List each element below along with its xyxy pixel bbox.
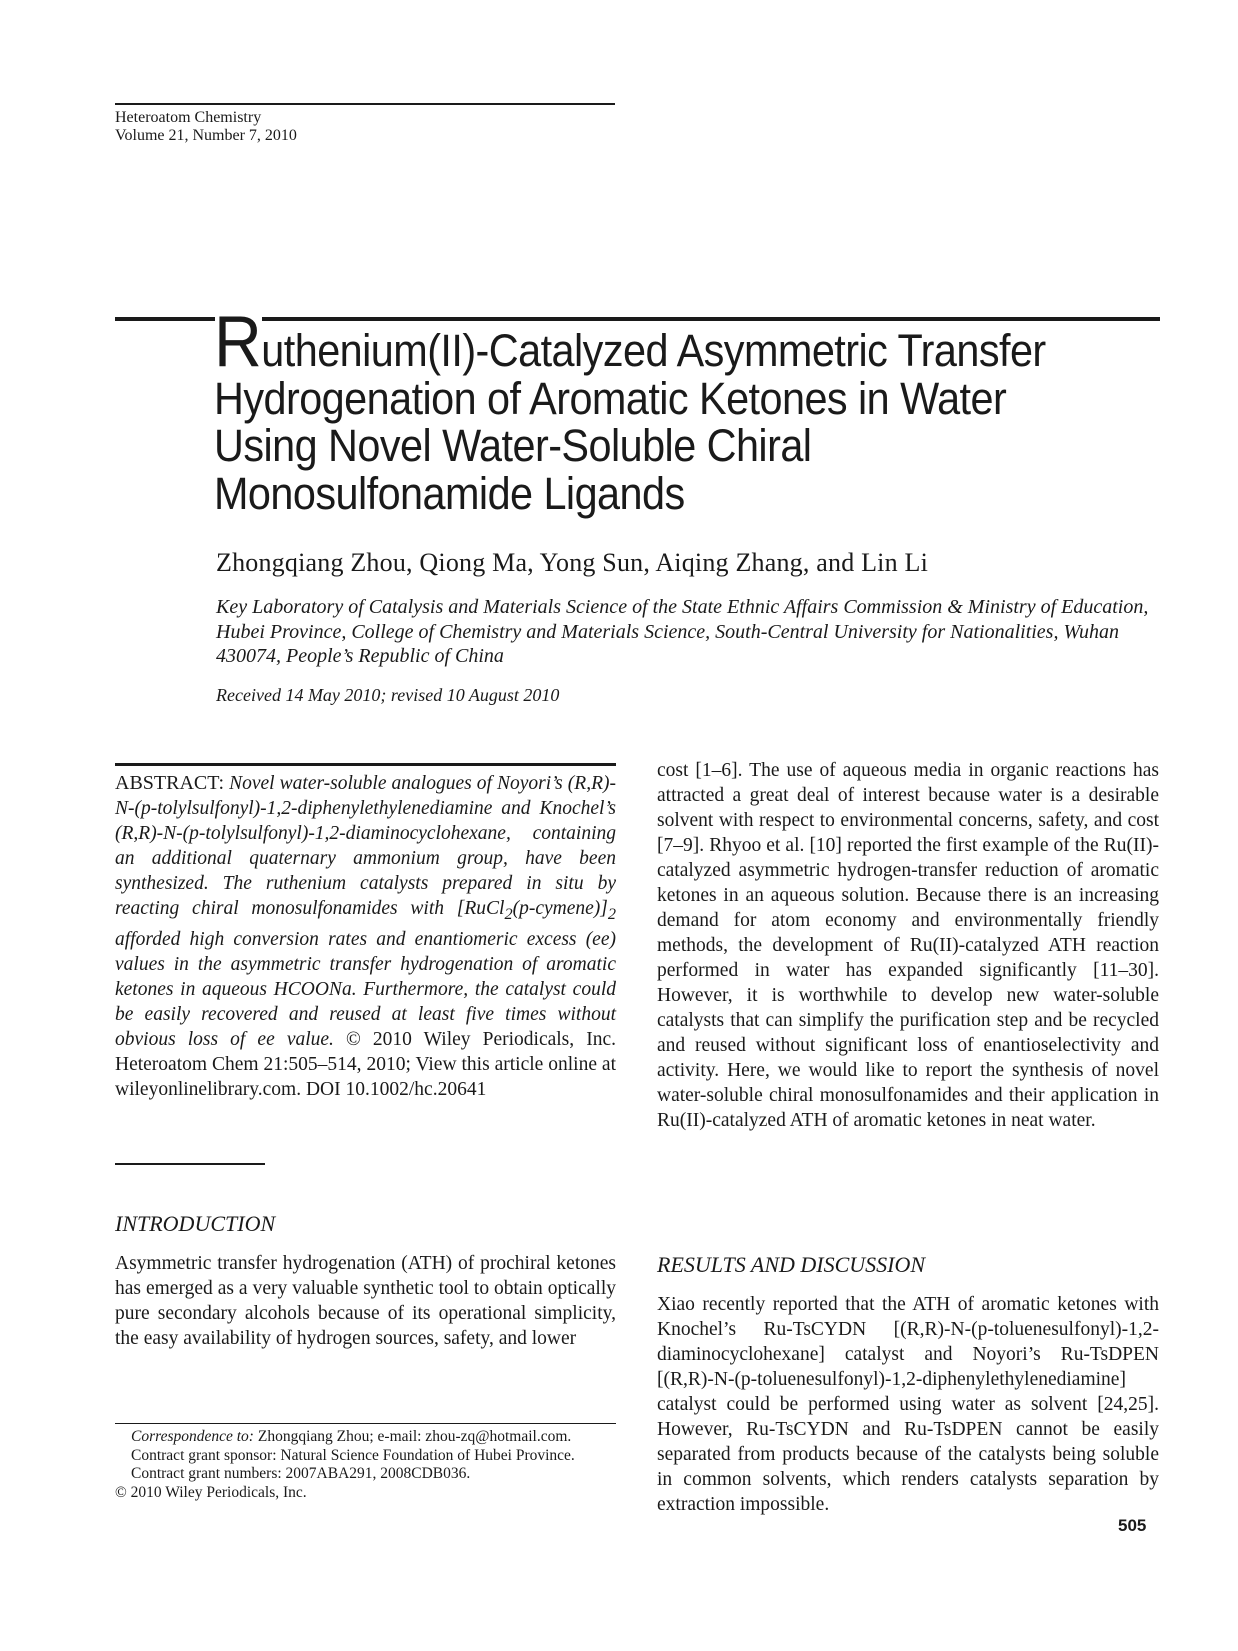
correspondence-text: Zhongqiang Zhou; e-mail: zhou-zq@hotmail.com. [253,1428,572,1445]
title-rule-left [115,317,215,321]
introduction-continued-paragraph: cost [1–6]. The use of aqueous media in organic reactions has attracted a great deal of interest because water is a desirable solvent with respect to environmental concerns, safety, and cost [7–9]. Rhyoo et al. [10] reported the first example of the Ru(II)-catalyzed asymmetric hydrogen-transfer reduction of aromatic ketones in an aqueous solution. Because there is an increasing demand for atom economy and environmentally friendly methods, the development of Ru(II)-catalyzed ATH reaction performed in water has expanded significantly [11–30]. However, it is worthwhile to develop new water-soluble catalysts that can simplify the purification step and be recycled and reused without significant loss of enantioselectivity and activity. Here, we would like to report the synthesis of novel water-soluble chiral monosulfonamides and their application in Ru(II)-catalyzed ATH of aromatic ketones in neat water. [657,760,1159,1131]
received-dates: Received 14 May 2010; revised 10 August 2010 [216,685,560,705]
abstract-text-italic-2: (p-cymene)] [512,898,608,919]
journal-header-rule [115,103,615,105]
abstract-rule [115,763,616,766]
abstract-subscript-2: 2 [607,904,616,923]
footnotes [115,1428,616,1502]
footnote-rule [115,1423,616,1424]
title-line-1: uthenium(II)-Catalyzed Asymmetric Transfer [261,325,1046,376]
correspondence-label: Correspondence to: [131,1428,254,1445]
abstract-citation: © 2010 Wiley Periodicals, Inc. Heteroatom Chem 21:505–514, 2010; View this article online at wileyonlinelibrary.com. DOI 10.1002/hc.20641 [115,1028,616,1100]
copyright-note: © 2010 Wiley Periodicals, Inc. [115,1483,307,1501]
page-number: 505 [1118,1516,1147,1535]
abstract-text-italic-1: Novel water-soluble analogues of Noyori’s (R,R)-N-(p-tolylsulfonyl)-1,2-diphenylethylenediamine and Knochel’s (R,R)-N-(p-tolylsulfonyl)-1,2-diaminocyclohexane, containing an additional quaternary ammonium group, have been synthesized. The ruthenium catalysts prepared in situ by reacting chiral monosulfonamides with [RuCl [115,773,616,919]
abstract-label: ABSTRACT: [115,772,225,794]
grant-sponsor: Contract grant sponsor: Natural Science Foundation of Hubei Province. [131,1446,575,1464]
title-line-4: Monosulfonamide Ligands [214,467,685,519]
title-rule-right [262,317,1160,321]
results-heading: RESULTS AND DISCUSSION [657,1252,926,1277]
affiliation: Key Laboratory of Catalysis and Materials Science of the State Ethnic Affairs Commission & Ministry of Education, Hubei Province, College of Chemistry and Materials Science, South-Central University for Nationalities, Wuhan 430074, People’s Republic of China [216,596,1149,667]
journal-header [115,109,297,145]
article-title [214,302,1097,519]
correspondence-note [115,1428,616,1447]
results-paragraph: Xiao recently reported that the ATH of aromatic ketones with Knochel’s Ru-TsCYDN [(R,R)-N-(p-toluenesulfonyl)-1,2-diaminocyclohexane] catalyst and Noyori’s Ru-TsDPEN [(R,R)-N-(p-toluenesulfonyl)-1,2-diphenylethylenediamine] catalyst could be performed using water as solvent [24,25]. However, Ru-TsCYDN and Ru-TsDPEN cannot be easily separated from products because of the catalysts being soluble in common solvents, which renders catalysts separation by extraction impossible. [657,1294,1159,1515]
introduction-heading: INTRODUCTION [115,1211,276,1236]
abstract-end-rule [115,1163,265,1165]
author-list: Zhongqiang Zhou, Qiong Ma, Yong Sun, Aiqing Zhang, and Lin Li [216,548,929,577]
grant-numbers: Contract grant numbers: 2007ABA291, 2008CDB036. [131,1465,471,1482]
journal-issue: Volume 21, Number 7, 2010 [115,127,297,144]
abstract [115,771,616,1102]
introduction-paragraph: Asymmetric transfer hydrogenation (ATH) of prochiral ketones has emerged as a very valuable synthetic tool to obtain optically pure secondary alcohols because of its operational simplicity, the easy availability of hydrogen sources, safety, and lower [115,1253,616,1349]
abstract-subscript-1: 2 [504,904,513,923]
abstract-text-italic-3: afforded high conversion rates and enantiomeric excess (ee) values in the asymmetric transfer hydrogenation of aromatic ketones in aqueous HCOONa. Furthermore, the catalyst could be easily recovered and reused at least five times without obvious loss of ee value. [115,928,616,1050]
title-initial: R [214,302,262,382]
title-line-3: Using Novel Water-Soluble Chiral [214,420,812,471]
journal-name: Heteroatom Chemistry [115,109,262,126]
title-line-2: Hydrogenation of Aromatic Ketones in Water [214,372,1007,424]
